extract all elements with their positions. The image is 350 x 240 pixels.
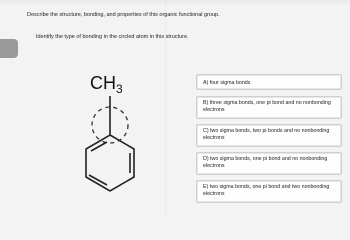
option-c[interactable] <box>196 124 342 147</box>
option-label: B) three sigma bonds, one pi bond and no nonbonding electrons <box>203 100 331 113</box>
question-prompt: Identify the type of bonding in the circled atom in this structure. <box>36 34 189 40</box>
option-e[interactable] <box>196 180 342 203</box>
molecule-structure <box>60 65 160 215</box>
sidebar-tab[interactable] <box>0 39 18 58</box>
option-label: A) four sigma bonds <box>203 80 251 86</box>
divider <box>165 0 166 215</box>
benzene-ring-drawing <box>60 65 160 215</box>
question-title: Describe the structure, bonding, and properties of this organic functional group. <box>27 12 220 18</box>
option-d[interactable] <box>196 152 342 175</box>
option-label: E) two sigma bonds, one pi bond and two nonbonding electrons <box>203 184 330 197</box>
top-bar <box>0 0 350 6</box>
option-b[interactable] <box>196 96 342 119</box>
option-label: D) two sigma bonds, one pi bond and no nonbonding electrons <box>203 156 328 169</box>
methyl-group-label: $CH_3$ <box>90 73 123 96</box>
option-a[interactable] <box>196 74 342 90</box>
option-label: C) two sigma bonds, two pi bonds and no nonbonding electrons <box>203 128 330 141</box>
